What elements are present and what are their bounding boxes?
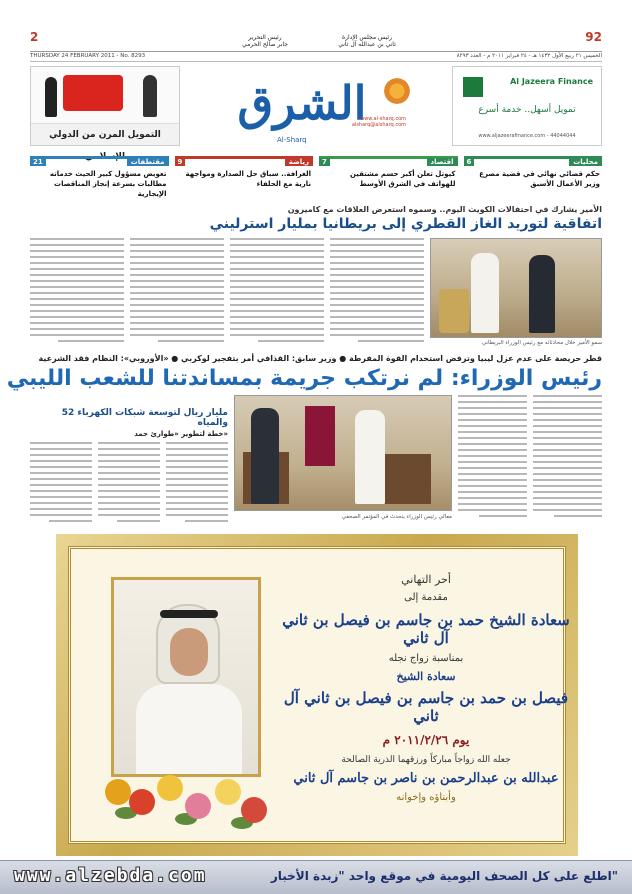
ad-url: www.aljazeerafinance.com - 44044044: [478, 133, 576, 139]
teaser-label: محليات: [569, 158, 602, 166]
page-number-right: 92: [585, 30, 602, 44]
second-kicker: قطر حريصة على عدم عزل ليبيا وترفض استخدام القوة المفرطة ● وزير سابق: القذافي أمر بتفجير لوكربي ● «الأوروبي»: النظام فقد الشرعية: [38, 354, 602, 363]
photo-person-cameron: [529, 255, 555, 333]
lead-photo: [430, 238, 602, 338]
ad-figure-right: [143, 75, 157, 117]
congrats-line-1: أحر التهاني: [401, 573, 451, 586]
portrait-photo: [111, 577, 261, 777]
footer-site-link[interactable]: www.alzebda.com: [14, 865, 207, 886]
photo-lectern-right: [385, 454, 431, 504]
congratulation-text: [281, 567, 571, 803]
lead-headline[interactable]: اتفاقية لتوريد الغاز القطري إلى بريطانيا بمليار استرليني: [209, 216, 602, 232]
congratulation-ad: [56, 534, 578, 856]
ad-slogan: تمويل أسهل.. خدمة أسرع: [478, 105, 576, 115]
congrats-line-6: فيصل بن حمد بن جاسم بن فيصل بن ثاني آل ثاني: [283, 689, 569, 725]
congrats-line-4: بمناسبة زواج نجله: [388, 653, 464, 664]
logo-arabic: الشرق: [237, 76, 367, 130]
text-column: [230, 238, 324, 350]
ad-figure-left: [45, 77, 57, 117]
congrats-line-2: مقدمة إلى: [404, 592, 448, 603]
section-teasers: [30, 156, 602, 196]
teaser-text: تعويض مسؤول كبير الحيث خدماته مطالبات بسرعة إنجاز المناقصات الإيجارية: [49, 170, 167, 198]
portrait-agal: [160, 610, 218, 618]
puzzle-icon: [63, 75, 123, 111]
lead-kicker: الأمير يشارك في احتفالات الكويت اليوم.. وسموه استعرض العلاقات مع كاميرون: [287, 205, 602, 214]
teaser-page: 9: [175, 158, 186, 166]
teaser-page: 21: [30, 158, 46, 166]
date-arabic: الخميس ٢١ ربيع الأول ١٤٣٢ هـ - ٢٤ فبراير ٢٠١١ م - العدد ٨٢٩٣: [456, 53, 602, 59]
side-body-text: [30, 442, 228, 524]
text-column: [166, 442, 228, 524]
dateline: [30, 52, 602, 62]
text-column: [98, 442, 160, 524]
congratulation-frame: [68, 546, 570, 844]
sun-icon: [382, 76, 412, 106]
teaser-label: مقتطفات: [127, 158, 169, 166]
congrats-prayer: جعله الله زواجاً مباركاً ورزقهما الذرية الصالحة: [341, 755, 511, 765]
second-headline[interactable]: رئيس الوزراء: لم نرتكب جريمة بمساندتنا للشعب الليبي: [6, 366, 602, 391]
newspaper-logo[interactable]: [222, 70, 412, 150]
congrats-line-5: سعادة الشيخ: [396, 670, 456, 683]
lead-body-text: [30, 238, 424, 350]
portrait-face: [170, 628, 208, 676]
aljazeera-finance-ad[interactable]: [452, 66, 602, 146]
text-column: [30, 442, 92, 524]
teaser-page: 7: [319, 158, 330, 166]
teaser-sports[interactable]: [175, 156, 314, 196]
teaser-text: كيوتل تعلن أكبر حسم مشتقين للهواتف في الشرق الأوسط: [349, 170, 456, 188]
teaser-text: الغرافة.. سباق حل الصدارة ومواجهة نارية مع الحلفاء: [185, 170, 311, 188]
congrats-date: يوم ٢٠١١/٢/٢٦ م: [382, 733, 470, 747]
ad-brand: Al Jazeera Finance: [510, 77, 593, 86]
finance-logo-icon: [463, 77, 483, 97]
flowers-decoration: [105, 749, 275, 829]
chairman: رئيس مجلس الإدارة ثاني بن عبدالله آل ثاني: [338, 34, 396, 48]
logo-english: Al-Sharq: [277, 136, 307, 144]
photo-person-right: [355, 410, 385, 504]
photo-chair: [439, 289, 469, 333]
site-footer-banner[interactable]: [0, 860, 632, 894]
ad-caption: التمويل المرن من الدولي الإسلامي: [49, 130, 161, 162]
teaser-label: رياضة: [285, 158, 313, 166]
teaser-economy[interactable]: [319, 156, 458, 196]
photo-person-left: [251, 408, 279, 504]
text-column: [458, 395, 527, 523]
page-number-left: 2: [30, 30, 39, 44]
teaser-highlights[interactable]: [30, 156, 169, 196]
editor-in-chief: رئيس التحرير جابر صالح الحرمي: [242, 34, 288, 48]
side-headline[interactable]: 52 مليار ريال لتوسعة شبكات الكهرباء والمياه: [61, 408, 228, 428]
congrats-line-3: سعادة الشيخ حمد بن جاسم بن فيصل بن ثاني آل ثاني: [282, 611, 570, 647]
photo-person-emir: [471, 253, 499, 333]
text-column: [30, 238, 124, 350]
teaser-label: اقتصاد: [427, 158, 458, 166]
footer-slogan: اطلع على كل الصحف اليومية في موقع واحد "زبدة الأخبار": [270, 869, 618, 883]
congrats-sender-family: وأبناؤه وإخوانه: [396, 792, 456, 803]
text-column: [130, 238, 224, 350]
press-conference-photo: [234, 395, 452, 511]
second-body-text: [458, 395, 602, 523]
text-column: [533, 395, 602, 523]
date-english: THURSDAY 24 FEBRUARY 2011 - No. 8293: [30, 53, 146, 59]
congrats-sender: عبدالله بن عبدالرحمن بن ناصر بن جاسم آل ثاني: [293, 771, 559, 786]
lead-photo-caption: سمو الأمير خلال محادثاته مع رئيس الوزراء البريطاني: [481, 340, 602, 346]
logo-web: www.al-sharq.com alsharq@alsharq.com: [351, 116, 406, 128]
teaser-text: حكم قضائي نهائي في قضية مصرع وزير الأعمال الأسبق: [479, 170, 600, 188]
side-kicker: خطة لتطوير «طوارئ حمد»: [134, 430, 228, 438]
text-column: [330, 238, 424, 350]
top-strip: [30, 30, 602, 52]
second-photo-caption: معالي رئيس الوزراء يتحدث في المؤتمر الصحفي: [341, 514, 452, 520]
photo-flag: [305, 406, 335, 466]
teaser-local[interactable]: [464, 156, 603, 196]
teaser-page: 6: [464, 158, 475, 166]
